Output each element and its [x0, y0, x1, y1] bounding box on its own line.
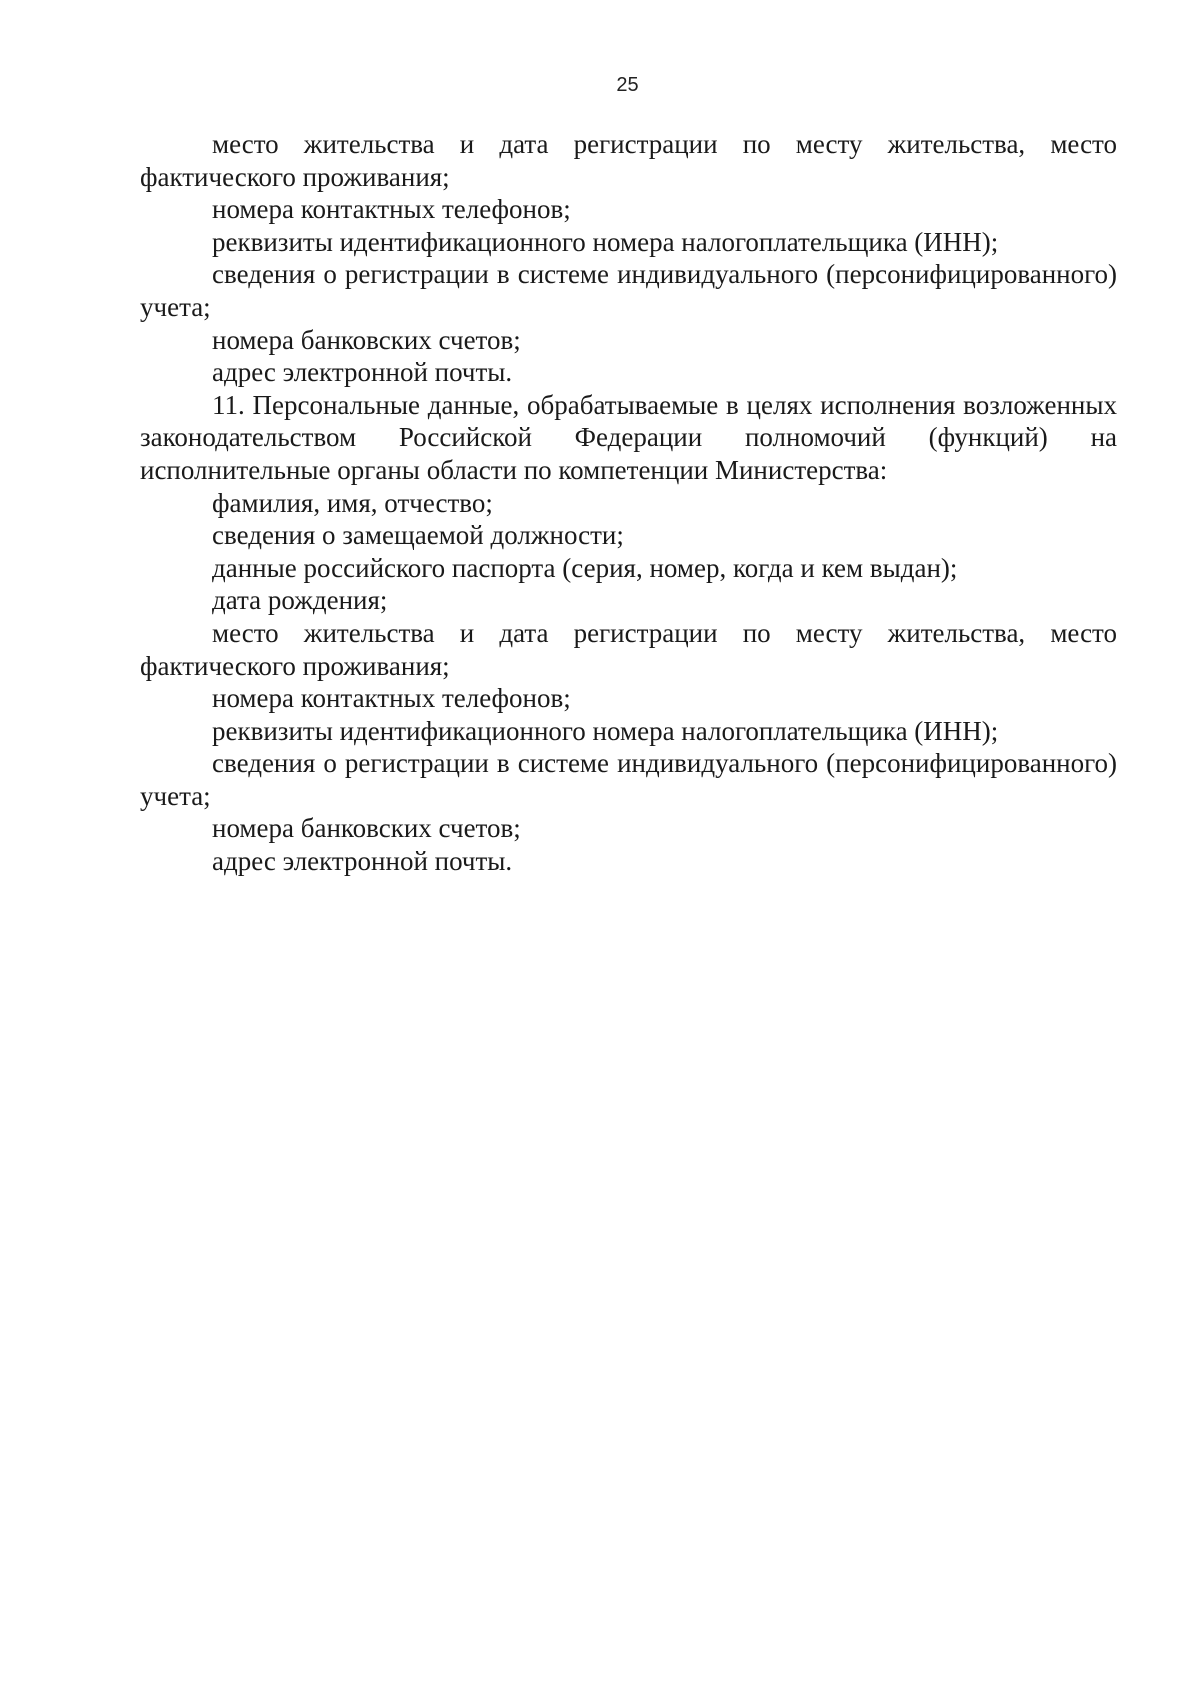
paragraph-passport: данные российского паспорта (серия, номер, когда и кем выдан);: [212, 552, 958, 583]
paragraph-item-11: 11. Персональные данные, обрабатываемые в целях исполнения возложенных законодательством Российской Федерации полномочий (функций) на исполнительные органы области по компетенции Министерства:: [140, 389, 1117, 485]
paragraph-phones-2: номера контактных телефонов;: [212, 683, 571, 714]
page-number: 25: [616, 74, 639, 96]
paragraph-pension-registration-2: сведения о регистрации в системе индивидуального (персонифицированного) учета;: [140, 748, 1117, 811]
document-body: [140, 128, 1117, 878]
paragraph-email-2: адрес электронной почты.: [212, 846, 513, 877]
paragraph-email-1: адрес электронной почты.: [212, 357, 513, 388]
paragraph-birth-date: дата рождения;: [212, 585, 388, 616]
paragraph-full-name: фамилия, имя, отчество;: [212, 487, 493, 518]
paragraph-position: сведения о замещаемой должности;: [212, 520, 624, 551]
paragraph-pension-registration-1: сведения о регистрации в системе индивидуального (персонифицированного) учета;: [140, 259, 1117, 322]
paragraph-inn-2: реквизиты идентификационного номера налогоплательщика (ИНН);: [212, 715, 999, 746]
paragraph-inn-1: реквизиты идентификационного номера налогоплательщика (ИНН);: [212, 226, 999, 257]
paragraph-residence-2: место жительства и дата регистрации по месту жительства, место фактического проживания;: [140, 617, 1117, 681]
paragraph-bank-accounts-2: номера банковских счетов;: [212, 813, 521, 844]
paragraph-residence-1: место жительства и дата регистрации по месту жительства, место фактического проживания;: [140, 129, 1117, 192]
paragraph-bank-accounts-1: номера банковских счетов;: [212, 324, 521, 355]
paragraph-phones-1: номера контактных телефонов;: [212, 194, 571, 225]
